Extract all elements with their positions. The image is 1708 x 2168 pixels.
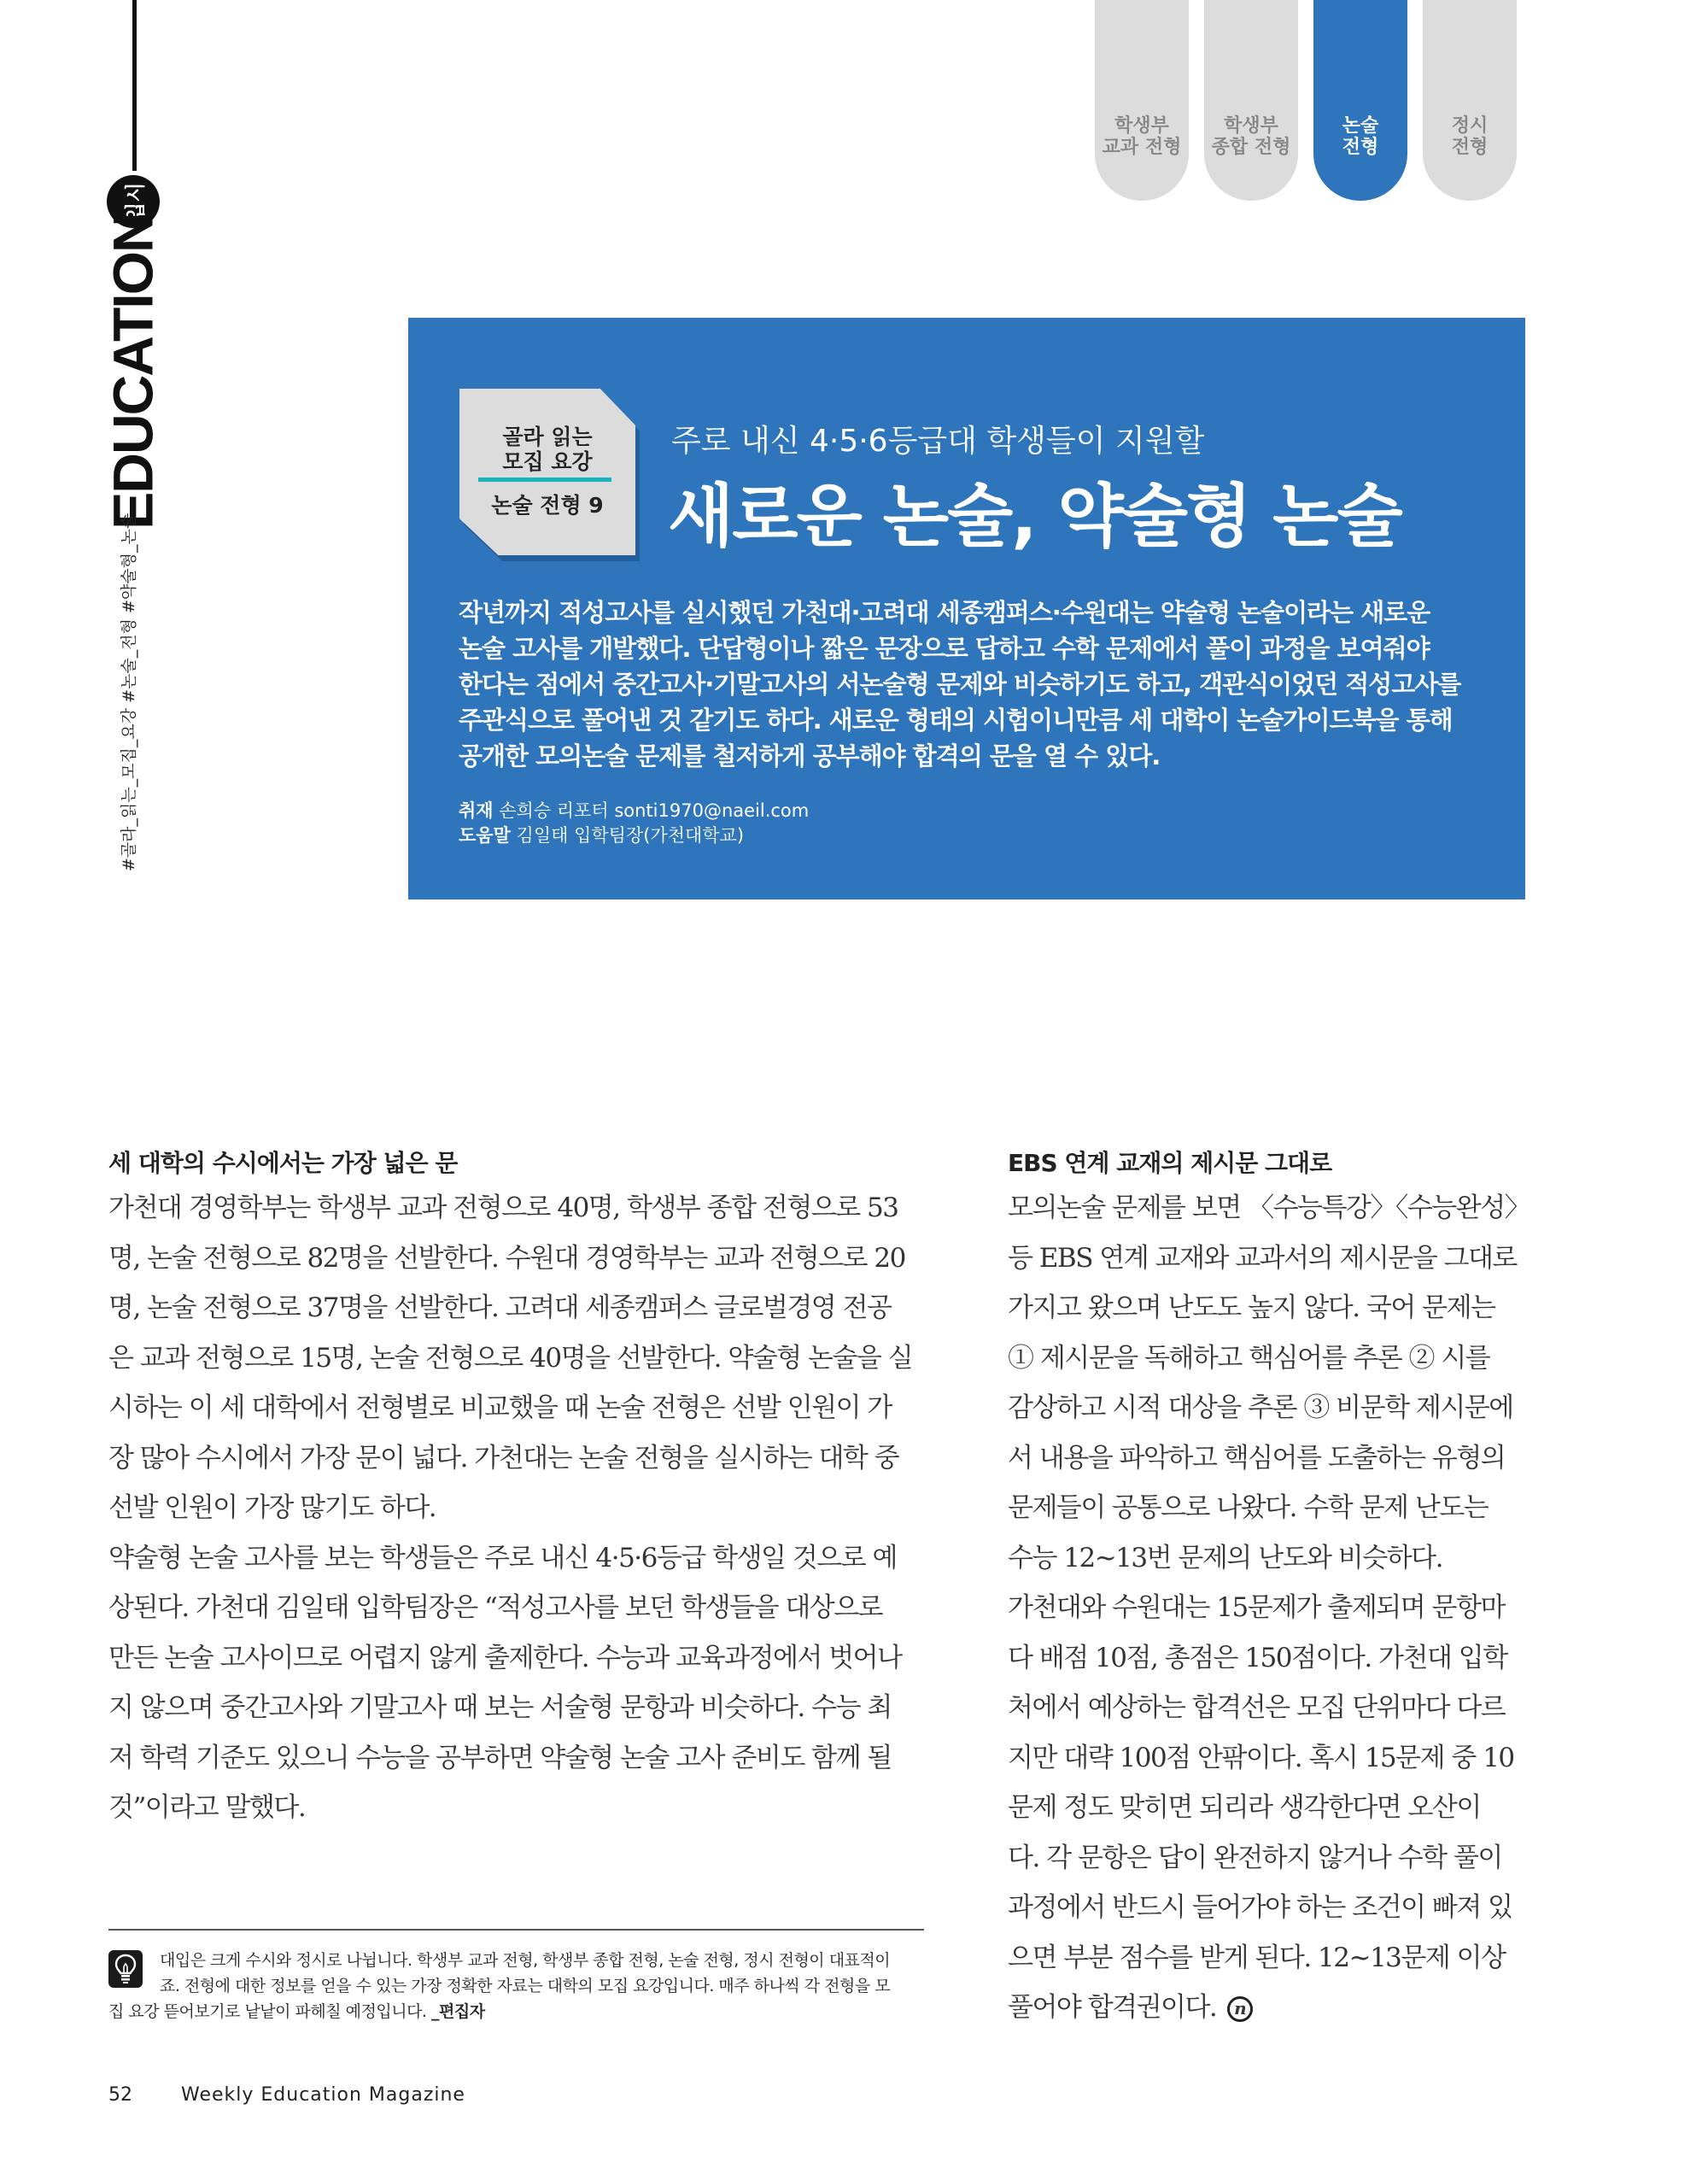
text-line: 지만 대략 100점 안팎이다. 혹시 15문제 중 10 bbox=[1008, 1742, 1514, 1773]
body-text bbox=[1008, 1183, 1530, 2033]
summary-line: 논술 고사를 개발했다. 단답형이나 짧은 문장으로 답하고 수학 문제에서 풀이 과정을 보여줘야 bbox=[459, 634, 1430, 663]
text-line: 지 않으며 중간고사와 기말고사 때 보는 서술형 문항과 비슷하다. 수능 최 bbox=[108, 1692, 892, 1723]
helper-info: 김일태 입학팀장(가천대학교) bbox=[516, 825, 745, 846]
series-label-divider bbox=[478, 478, 611, 482]
tab-label-line1: 학생부 bbox=[1224, 115, 1278, 137]
text-line: 장 많아 수시에서 가장 문이 넓다. 가천대는 논술 전형을 실시하는 대학 중 bbox=[108, 1442, 899, 1474]
text-line: 가천대 경영학부는 학생부 교과 전형으로 40명, 학생부 종합 전형으로 53 bbox=[108, 1192, 898, 1223]
section-title bbox=[101, 214, 166, 530]
helper-label: 도움말 bbox=[459, 825, 511, 846]
tab-label-line2: 전형 bbox=[1451, 137, 1489, 158]
section-heading: 세 대학의 수시에서는 가장 넓은 문 bbox=[108, 1149, 458, 1177]
summary-line: 작년까지 적성고사를 실시했던 가천대·고려대 세종캠퍼스·수원대는 약술형 논술이라는 새로운 bbox=[459, 598, 1430, 627]
series-label-title bbox=[459, 425, 635, 474]
text-line: 명, 논술 전형으로 37명을 선발한다. 고려대 세종캠퍼스 글로벌경영 전공 bbox=[108, 1292, 892, 1323]
summary-line: 공개한 모의논술 문제를 철저하게 공부해야 합격의 문을 열 수 있다. bbox=[459, 741, 1161, 771]
note-divider bbox=[108, 1929, 924, 1931]
tab-label-line2: 교과 전형 bbox=[1102, 137, 1182, 158]
note-line: 집 요강 뜯어보기로 낱낱이 파헤칠 예정입니다. bbox=[108, 2002, 432, 2021]
admission-type-tabs bbox=[1095, 0, 1521, 201]
right-column bbox=[1008, 1145, 1530, 2033]
series-label-episode: 논술 전형 9 bbox=[491, 493, 604, 518]
page-number: 52 bbox=[108, 2084, 132, 2106]
text-line: 으면 부분 점수를 받게 된다. 12~13문제 이상 bbox=[1008, 1942, 1506, 1973]
note-line: 죠. 전형에 대한 정보를 얻을 수 있는 가장 정확한 자료는 대학의 모집 요강입니다. 매주 하나씩 각 전형을 모 bbox=[160, 1977, 891, 1995]
text-line: 감상하고 시적 대상을 추론 ③ 비문학 제시문에 bbox=[1008, 1392, 1513, 1423]
tab-regular[interactable] bbox=[1423, 0, 1517, 201]
end-mark-letter: n bbox=[1234, 1997, 1246, 2019]
credits bbox=[459, 799, 809, 848]
reporter-label: 취재 bbox=[459, 800, 494, 821]
article-subtitle: 주로 내신 4·5·6등급대 학생들이 지원할 bbox=[671, 424, 1205, 459]
rail-line bbox=[132, 0, 137, 171]
text-line: 것”이라고 말했다. bbox=[108, 1792, 306, 1823]
tab-label-line2: 전형 bbox=[1342, 137, 1379, 158]
summary-line: 주관식으로 풀어낸 것 같기도 하다. 새로운 형태의 시험이니만큼 세 대학이 논술가이드북을 통해 bbox=[459, 706, 1453, 735]
tab-school-record-subject[interactable] bbox=[1095, 0, 1189, 201]
series-label-line1: 골라 읽는 bbox=[502, 425, 593, 449]
text-line: 가지고 왔으며 난도도 높지 않다. 국어 문제는 bbox=[1008, 1292, 1495, 1323]
category-badge-label: 입시 bbox=[123, 181, 148, 222]
hashtags bbox=[111, 513, 145, 871]
text-line: 명, 논술 전형으로 82명을 선발한다. 수원대 경영학부는 교과 전형으로 20 bbox=[108, 1242, 905, 1274]
editor-signature: _편집자 bbox=[431, 2002, 485, 2021]
end-mark-icon bbox=[1227, 1996, 1253, 2022]
section-heading: EBS 연계 교재의 제시문 그대로 bbox=[1008, 1149, 1332, 1177]
text-line: 저 학력 기준도 있으니 수능을 공부하면 약술형 논술 고사 준비도 함께 될 bbox=[108, 1742, 892, 1773]
text-line: 풀어야 합격권이다. bbox=[1008, 1992, 1217, 2023]
text-line: 다. 각 문항은 답이 완전하지 않거나 수학 풀이 bbox=[1008, 1842, 1502, 1873]
text-line: 약술형 논술 고사를 보는 학생들은 주로 내신 4·5·6등급 학생일 것으로 예 bbox=[108, 1542, 897, 1573]
text-line: ① 제시문을 독해하고 핵심어를 추론 ② 시를 bbox=[1008, 1342, 1490, 1374]
reporter-info: 손희승 리포터 sonti1970@naeil.com bbox=[499, 800, 810, 821]
text-line: 가천대와 수원대는 15문제가 출제되며 문항마 bbox=[1008, 1592, 1505, 1623]
text-line: 시하는 이 세 대학에서 전형별로 비교했을 때 논술 전형은 선발 인원이 가 bbox=[108, 1392, 892, 1423]
hashtags-label: #골라_읽는_모집_요강 #논술_전형 #약술형_논술 bbox=[120, 513, 139, 871]
text-line: 문제들이 공통으로 나왔다. 수학 문제 난도는 bbox=[1008, 1492, 1489, 1523]
text-line: 처에서 예상하는 합격선은 모집 단위마다 다르 bbox=[1008, 1692, 1506, 1723]
text-line: 상된다. 가천대 김일태 입학팀장은 “적성고사를 보던 학생들을 대상으로 bbox=[108, 1592, 883, 1623]
text-line: 만든 논술 고사이므로 어렵지 않게 출제한다. 수능과 교육과정에서 벗어나 bbox=[108, 1642, 902, 1673]
editor-note bbox=[108, 1948, 924, 2024]
body-text bbox=[108, 1183, 924, 1833]
tab-label-line1: 논술 bbox=[1342, 115, 1379, 137]
text-line: 과정에서 반드시 들어가야 하는 조건이 빠져 있 bbox=[1008, 1892, 1512, 1923]
lightbulb-icon bbox=[108, 1950, 143, 1988]
text-line: 문제 정도 맞히면 되리라 생각한다면 오산이 bbox=[1008, 1792, 1481, 1823]
text-line: 선발 인원이 가장 많기도 하다. bbox=[108, 1492, 436, 1523]
tab-label-line1: 학생부 bbox=[1114, 115, 1169, 137]
article-title: 새로운 논술, 약술형 논술 bbox=[668, 477, 1401, 556]
tab-label-line1: 정시 bbox=[1451, 115, 1489, 137]
tab-essay[interactable] bbox=[1313, 0, 1407, 201]
article-summary bbox=[459, 595, 1475, 774]
text-line: 다 배점 10점, 총점은 150점이다. 가천대 입학 bbox=[1008, 1642, 1507, 1673]
text-line: 은 교과 전형으로 15명, 논술 전형으로 40명을 선발한다. 약술형 논술을 실 bbox=[108, 1342, 913, 1374]
left-column bbox=[108, 1145, 924, 1833]
tab-school-record-comprehensive[interactable] bbox=[1204, 0, 1298, 201]
note-line: 대입은 크게 수시와 정시로 나뉩니다. 학생부 교과 전형, 학생부 종합 전형, 논술 전형, 정시 전형이 대표적이 bbox=[160, 1951, 891, 1970]
magazine-name: Weekly Education Magazine bbox=[181, 2084, 465, 2106]
tab-label-line2: 종합 전형 bbox=[1211, 137, 1291, 158]
text-line: 수능 12~13번 문제의 난도와 비슷하다. bbox=[1008, 1542, 1442, 1573]
section-title-label: EDUCATION bbox=[102, 214, 165, 530]
text-line: 모의논술 문제를 보면 〈수능특강〉〈수능완성〉 bbox=[1008, 1192, 1530, 1223]
series-label-line2: 모집 요강 bbox=[502, 449, 593, 474]
summary-line: 한다는 점에서 중간고사·기말고사의 서논술형 문제와 비슷하기도 하고, 객관식이었던 적성고사를 bbox=[459, 670, 1461, 699]
text-line: 등 EBS 연계 교재와 교과서의 제시문을 그대로 bbox=[1008, 1242, 1517, 1274]
text-line: 서 내용을 파악하고 핵심어를 도출하는 유형의 bbox=[1008, 1442, 1506, 1474]
